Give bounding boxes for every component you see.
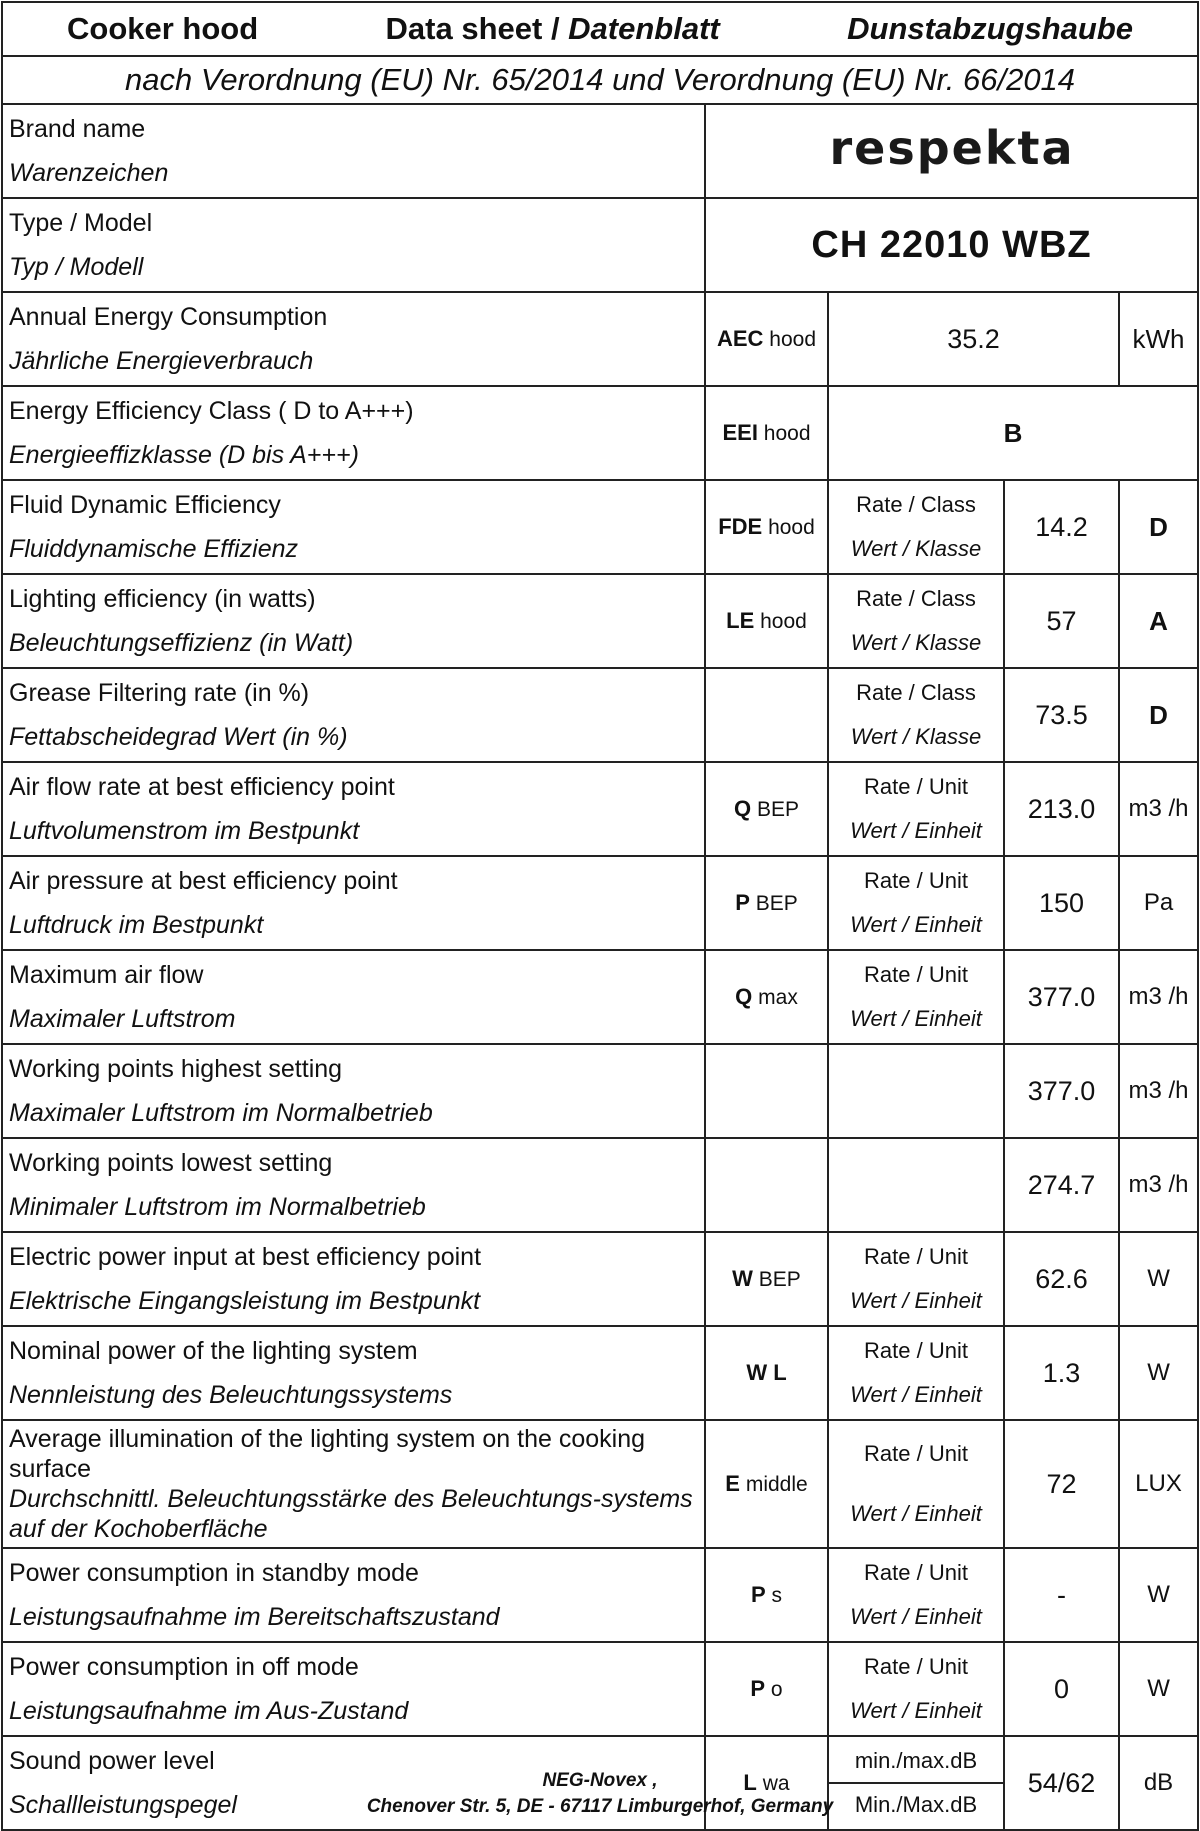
rate-label-de: Wert / Klasse: [850, 724, 982, 749]
rate-label-de: Wert / Einheit: [850, 1382, 982, 1407]
symbol-main: AEC: [716, 326, 764, 351]
spec-rate-label: [828, 950, 1004, 1044]
spec-label-de: Luftdruck im Bestpunkt: [9, 911, 264, 939]
spec-rows: [2, 292, 1198, 1830]
spec-unit: Pa: [1119, 856, 1198, 950]
brand-row: [2, 104, 1198, 198]
spec-row: [2, 950, 1198, 1044]
spec-unit: dB: [1119, 1736, 1198, 1830]
symbol-main: FDE: [718, 514, 763, 539]
footer-address: Chenover Str. 5, DE - 67117 Limburgerhof, Germany: [366, 1796, 834, 1817]
spec-label: [2, 762, 705, 856]
respekta-logo: [817, 124, 1087, 174]
spec-rate-label: [828, 1138, 1004, 1232]
spec-label-en: Fluid Dynamic Efficiency: [9, 491, 281, 519]
spec-label-en: Air pressure at best efficiency point: [9, 867, 398, 895]
spec-label: [2, 1642, 705, 1736]
spec-value: 0: [1004, 1642, 1119, 1736]
spec-value: 150: [1004, 856, 1119, 950]
spec-label-de: Fettabscheidegrad Wert (in %): [9, 723, 348, 751]
spec-label-en: Annual Energy Consumption: [9, 303, 328, 331]
spec-row: [2, 1642, 1198, 1736]
symbol-sub: BEP: [755, 892, 798, 915]
symbol-main: W: [732, 1266, 753, 1291]
spec-class: D: [1119, 480, 1198, 574]
header-left: Cooker hood: [67, 11, 259, 46]
spec-rate-label: [828, 1642, 1004, 1736]
spec-label-de: Beleuchtungseffizienz (in Watt): [9, 629, 354, 657]
symbol-main: E: [725, 1471, 740, 1496]
rate-label-en: Rate / Unit: [864, 774, 968, 799]
rate-label-de: Wert / Klasse: [850, 630, 982, 655]
spec-label: [2, 1548, 705, 1642]
rate-label-en: Rate / Unit: [864, 1441, 968, 1466]
spec-label-de: Leistungsaufnahme im Bereitschaftszustand: [9, 1603, 500, 1631]
spec-label-en: Working points lowest setting: [9, 1149, 333, 1177]
spec-unit: W: [1119, 1548, 1198, 1642]
spec-class: D: [1119, 668, 1198, 762]
spec-rate-label: [828, 1326, 1004, 1420]
spec-unit: kWh: [1119, 292, 1198, 386]
spec-rate-label: [828, 856, 1004, 950]
spec-rate-label: [828, 668, 1004, 762]
header-row: [2, 2, 1198, 56]
symbol-sub: hood: [769, 328, 816, 351]
spec-value: 72: [1004, 1420, 1119, 1548]
spec-row: [2, 1548, 1198, 1642]
symbol-sub: hood: [763, 422, 811, 445]
brand-label-de: Warenzeichen: [9, 159, 169, 187]
symbol-sub: wa: [762, 1772, 790, 1795]
spec-label-en: Maximum air flow: [9, 961, 204, 989]
rate-label-de: Wert / Einheit: [850, 1006, 982, 1031]
spec-row: [2, 1138, 1198, 1232]
symbol-sub: hood: [760, 610, 807, 633]
spec-value: 274.7: [1004, 1138, 1119, 1232]
footer: [0, 1768, 1200, 1820]
symbol-main: EEI: [722, 420, 758, 445]
spec-row: [2, 386, 1198, 480]
spec-label-de: Fluiddynamische Effizienz: [9, 535, 299, 563]
spec-row: [2, 292, 1198, 386]
spec-symbol: [705, 950, 828, 1044]
brand-label: [2, 104, 705, 198]
spec-row: [2, 1420, 1198, 1548]
rate-label-de: Wert / Einheit: [850, 1604, 982, 1629]
spec-value: -: [1004, 1548, 1119, 1642]
spec-value: 213.0: [1004, 762, 1119, 856]
spec-label-en: Electric power input at best efficiency point: [9, 1243, 482, 1271]
rate-label-de: Wert / Einheit: [850, 818, 982, 843]
header-center-en: Data sheet /: [385, 11, 569, 46]
spec-label-en: Sound power level: [9, 1747, 215, 1775]
spec-value: 57: [1004, 574, 1119, 668]
symbol-main: W L: [746, 1360, 787, 1385]
spec-symbol: [705, 856, 828, 950]
spec-label-de: Leistungsaufnahme im Aus-Zustand: [9, 1697, 409, 1725]
model-label-de: Typ / Modell: [9, 253, 144, 281]
spec-label-en: Power consumption in off mode: [9, 1653, 359, 1681]
rate-label-en: Rate / Unit: [864, 1560, 968, 1585]
regulation-row: [2, 56, 1198, 104]
svg-text:respekta: respekta: [829, 123, 1075, 174]
rate-label-en: Rate / Unit: [864, 1338, 968, 1363]
model-label: [2, 198, 705, 292]
symbol-sub: middle: [745, 1473, 808, 1496]
spec-label: [2, 1044, 705, 1138]
spec-label-de: Maximaler Luftstrom: [9, 1005, 236, 1033]
spec-symbol: [705, 1138, 828, 1232]
model-row: [2, 198, 1198, 292]
spec-label: [2, 856, 705, 950]
brand-label-en: Brand name: [9, 115, 146, 143]
spec-label: [2, 292, 705, 386]
rate-label-en: Rate / Class: [856, 586, 976, 611]
spec-label-en: Nominal power of the lighting system: [9, 1337, 418, 1365]
spec-label-en: Average illumination of the lighting system on the cooking surface: [9, 1425, 646, 1483]
spec-row: [2, 574, 1198, 668]
spec-symbol: [705, 1232, 828, 1326]
spec-symbol: [705, 762, 828, 856]
spec-symbol: [705, 1044, 828, 1138]
spec-rate-label: [828, 574, 1004, 668]
symbol-sub: o: [770, 1678, 783, 1701]
symbol-main: Q: [734, 796, 752, 821]
spec-symbol: [705, 574, 828, 668]
spec-row: [2, 1044, 1198, 1138]
spec-rate-label: [828, 1044, 1004, 1138]
spec-label-en: Working points highest setting: [9, 1055, 343, 1083]
rate-label-de: Wert / Klasse: [850, 536, 982, 561]
spec-rate-label: [828, 1232, 1004, 1326]
spec-label-de: Energieeffizklasse (D bis A+++): [9, 441, 359, 469]
spec-label: [2, 386, 705, 480]
spec-unit: W: [1119, 1232, 1198, 1326]
spec-unit: W: [1119, 1326, 1198, 1420]
spec-label-en: Grease Filtering rate (in %): [9, 679, 310, 707]
spec-unit: m3 /h: [1119, 950, 1198, 1044]
spec-label-en: Lighting efficiency (in watts): [9, 585, 316, 613]
spec-rate-label: [828, 480, 1004, 574]
spec-value: 377.0: [1004, 950, 1119, 1044]
symbol-main: LE: [726, 608, 755, 633]
rate-label-en: Rate / Class: [856, 492, 976, 517]
spec-label: [2, 950, 705, 1044]
rate-label-de: Wert / Einheit: [850, 912, 982, 937]
rate-label-de: Wert / Einheit: [850, 1288, 982, 1313]
spec-rate-label: [828, 1420, 1004, 1548]
spec-label-de: Maximaler Luftstrom im Normalbetrieb: [9, 1099, 433, 1127]
symbol-sub: s: [771, 1584, 783, 1607]
symbol-sub: max: [758, 986, 798, 1009]
symbol-main: Q: [735, 984, 753, 1009]
spec-symbol: [705, 1326, 828, 1420]
spec-symbol: [705, 292, 828, 386]
symbol-sub: BEP: [758, 1268, 801, 1291]
spec-row: [2, 856, 1198, 950]
symbol-sub: hood: [768, 516, 815, 539]
spec-row: [2, 668, 1198, 762]
rate-label-de: Wert / Einheit: [850, 1501, 982, 1526]
spec-class-value: B: [828, 386, 1198, 480]
spec-label-en: Air flow rate at best efficiency point: [9, 773, 395, 801]
spec-label-en: Energy Efficiency Class ( D to A+++): [9, 397, 414, 425]
spec-symbol: [705, 1548, 828, 1642]
spec-rate-label: [828, 1548, 1004, 1642]
spec-label: [2, 1420, 705, 1548]
spec-row: [2, 762, 1198, 856]
rate-label-en: Rate / Unit: [864, 962, 968, 987]
rate-label-en: Rate / Unit: [864, 868, 968, 893]
spec-label: [2, 1138, 705, 1232]
brand-logo-cell: [705, 104, 1198, 198]
data-sheet-table: [1, 1, 1199, 1831]
spec-value: 14.2: [1004, 480, 1119, 574]
footer-company: NEG-Novex ,: [542, 1770, 658, 1791]
spec-class: A: [1119, 574, 1198, 668]
symbol-main: P: [735, 890, 750, 915]
rate-label-de: Wert / Einheit: [850, 1698, 982, 1723]
spec-label-de: Elektrische Eingangsleistung im Bestpunkt: [9, 1287, 481, 1315]
header-right: Dunstabzugshaube: [847, 11, 1134, 46]
spec-unit: m3 /h: [1119, 1138, 1198, 1232]
model-value: CH 22010 WBZ: [705, 198, 1198, 292]
spec-unit: m3 /h: [1119, 1044, 1198, 1138]
spec-unit: W: [1119, 1642, 1198, 1736]
spec-symbol: [705, 1420, 828, 1548]
symbol-main: P: [750, 1676, 766, 1701]
rate-label-en: min./max.dB: [829, 1740, 1003, 1784]
spec-value: 1.3: [1004, 1326, 1119, 1420]
spec-label: [2, 1232, 705, 1326]
spec-value: 377.0: [1004, 1044, 1119, 1138]
spec-label-de: Durchschnittl. Beleuchtungsstärke des Beleuchtungs-systems auf der Kochoberfläche: [9, 1485, 693, 1543]
spec-symbol: [705, 668, 828, 762]
symbol-sub: BEP: [756, 798, 799, 821]
spec-label-de: Luftvolumenstrom im Bestpunkt: [9, 817, 360, 845]
symbol-main: P: [750, 1582, 766, 1607]
spec-label: [2, 668, 705, 762]
rate-label-en: Rate / Unit: [864, 1654, 968, 1679]
rate-label-en: Rate / Class: [856, 680, 976, 705]
spec-label-de: Nennleistung des Beleuchtungssystems: [9, 1381, 453, 1409]
spec-label: [2, 574, 705, 668]
rate-label-de: Min./Max.dB: [854, 1792, 978, 1817]
spec-label: [2, 1326, 705, 1420]
spec-row: [2, 1326, 1198, 1420]
regulation-text: nach Verordnung (EU) Nr. 65/2014 und Verordnung (EU) Nr. 66/2014: [2, 56, 1198, 104]
header-center: [386, 11, 720, 47]
spec-rate-label: [828, 762, 1004, 856]
spec-label-de: Minimaler Luftstrom im Normalbetrieb: [9, 1193, 426, 1221]
spec-label-de: Schallleistungspegel: [9, 1791, 237, 1819]
spec-row: [2, 1232, 1198, 1326]
spec-symbol: [705, 1642, 828, 1736]
symbol-main: L: [743, 1770, 757, 1795]
spec-label: [2, 480, 705, 574]
spec-unit: m3 /h: [1119, 762, 1198, 856]
spec-value: 73.5: [1004, 668, 1119, 762]
spec-value: 35.2: [828, 292, 1119, 386]
spec-value: 62.6: [1004, 1232, 1119, 1326]
spec-label-de: Jährliche Energieverbrauch: [9, 347, 314, 375]
spec-value: 54/62: [1004, 1736, 1119, 1830]
header-center-de: Datenblatt: [568, 11, 720, 46]
spec-label-en: Power consumption in standby mode: [9, 1559, 419, 1587]
spec-row: [2, 480, 1198, 574]
spec-symbol: [705, 386, 828, 480]
spec-unit: LUX: [1119, 1420, 1198, 1548]
model-label-en: Type / Model: [9, 209, 153, 237]
spec-symbol: [705, 480, 828, 574]
rate-label-en: Rate / Unit: [864, 1244, 968, 1269]
